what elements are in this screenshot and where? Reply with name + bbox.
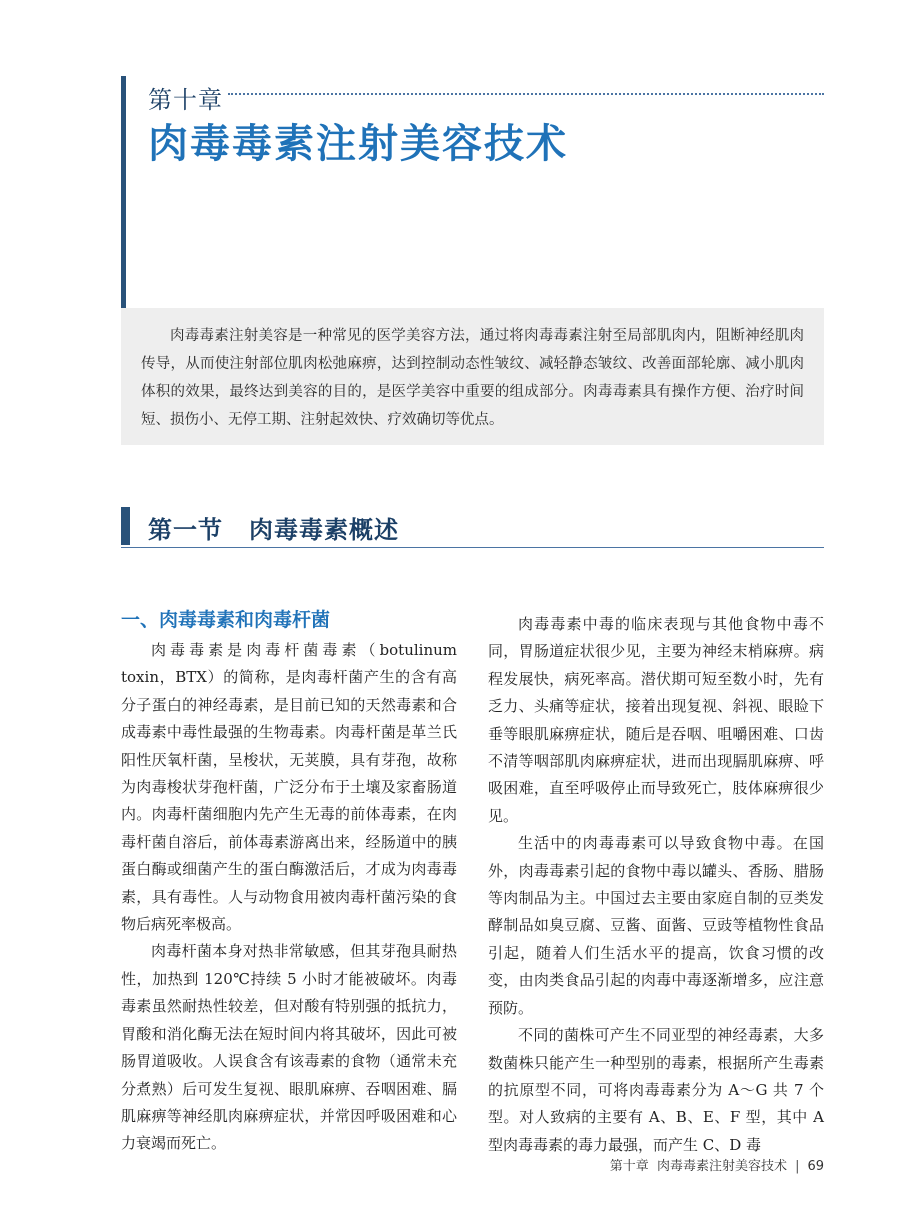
left-column	[121, 605, 457, 1158]
paragraph: 肉毒毒素是肉毒杆菌毒素（botulinum toxin，BTX）的简称，是肉毒杆菌产生的含有高分子蛋白的神经毒素，是目前已知的天然毒素和合成毒素中毒性最强的生物毒素。肉毒杆菌是革兰氏阳性厌氧杆菌，呈梭状，无荚膜，具有芽孢，故称为肉毒梭状芽孢杆菌，广泛分布于土壤及家畜肠道内。肉毒杆菌细胞内先产生无毒的前体毒素，在肉毒杆菌自溶后，前体毒素游离出来，经肠道中的胰蛋白酶或细菌产生的蛋白酶激活后，才成为肉毒毒素，具有毒性。人与动物食用被肉毒杆菌污染的食物后病死率极高。	[121, 641, 457, 934]
section-number: 第一节	[148, 516, 223, 544]
footer-separator: |	[795, 1159, 800, 1174]
footer-title: 肉毒毒素注射美容技术	[657, 1159, 788, 1174]
chapter-title: 肉毒毒素注射美容技术	[148, 121, 568, 167]
chapter-abstract: 肉毒毒素注射美容是一种常见的医学美容方法，通过将肉毒毒素注射至局部肌肉内，阻断神经肌肉传导，从而使注射部位肌肉松弛麻痹，达到控制动态性皱纹、减轻静态皱纹、改善面部轮廓、减小肌肉体积的效果，最终达到美容的目的，是医学美容中重要的组成部分。肉毒毒素具有操作方便、治疗时间短、损伤小、无停工期、注射起效快、疗效确切等优点。	[121, 308, 824, 445]
chapter-accent-bar	[121, 76, 126, 308]
paragraph: 生活中的肉毒毒素可以导致食物中毒。在国外，肉毒毒素引起的食物中毒以罐头、香肠、腊肠等肉制品为主。中国过去主要由家庭自制的豆类发酵制品如臭豆腐、豆酱、面酱、豆豉等植物性食品引起，随着人们生活水平的提高，饮食习惯的改变，由肉类食品引起的肉毒中毒逐渐增多，应注意预防。	[488, 834, 824, 1017]
section-name: 肉毒毒素概述	[249, 516, 399, 544]
page-number: 69	[807, 1159, 824, 1174]
paragraph: 肉毒毒素中毒的临床表现与其他食物中毒不同，胃肠道症状很少见，主要为神经末梢麻痹。病程发展快，病死率高。潜伏期可短至数小时，先有乏力、头痛等症状，接着出现复视、斜视、眼睑下垂等眼肌麻痹症状，随后是吞咽、咀嚼困难、口齿不清等咽部肌肉麻痹症状，进而出现膈肌麻痹、呼吸困难，直至呼吸停止而导致死亡，肢体麻痹很少见。	[488, 615, 824, 825]
subheading: 一、肉毒毒素和肉毒杆菌	[121, 609, 331, 631]
footer-chapter: 第十章	[609, 1159, 649, 1174]
page-footer	[600, 1155, 824, 1174]
right-column	[488, 611, 824, 1159]
section-title	[148, 510, 399, 545]
chapter-dotted-rule	[228, 93, 824, 95]
section-rule	[121, 547, 824, 548]
paragraph: 肉毒杆菌本身对热非常敏感，但其芽孢具耐热性，加热到 120℃持续 5 小时才能被破坏。肉毒毒素虽然耐热性较差，但对酸有特别强的抵抗力，胃酸和消化酶无法在短时间内将其破坏，因此可被肠胃道吸收。人误食含有该毒素的食物（通常未充分煮熟）后可发生复视、眼肌麻痹、吞咽困难、膈肌麻痹等神经肌肉麻痹症状，并常因呼吸困难和心力衰竭而死亡。	[121, 942, 457, 1153]
paragraph: 不同的菌株可产生不同亚型的神经毒素，大多数菌株只能产生一种型别的毒素，根据所产生毒素的抗原型不同，可将肉毒毒素分为 A～G 共 7 个型。对人致病的主要有 A、B、E、F 型，其中 A 型肉毒毒素的毒力最强，而产生 C、D 毒	[488, 1026, 824, 1154]
chapter-label: 第十章	[148, 86, 223, 114]
section-accent-bar	[121, 507, 130, 545]
